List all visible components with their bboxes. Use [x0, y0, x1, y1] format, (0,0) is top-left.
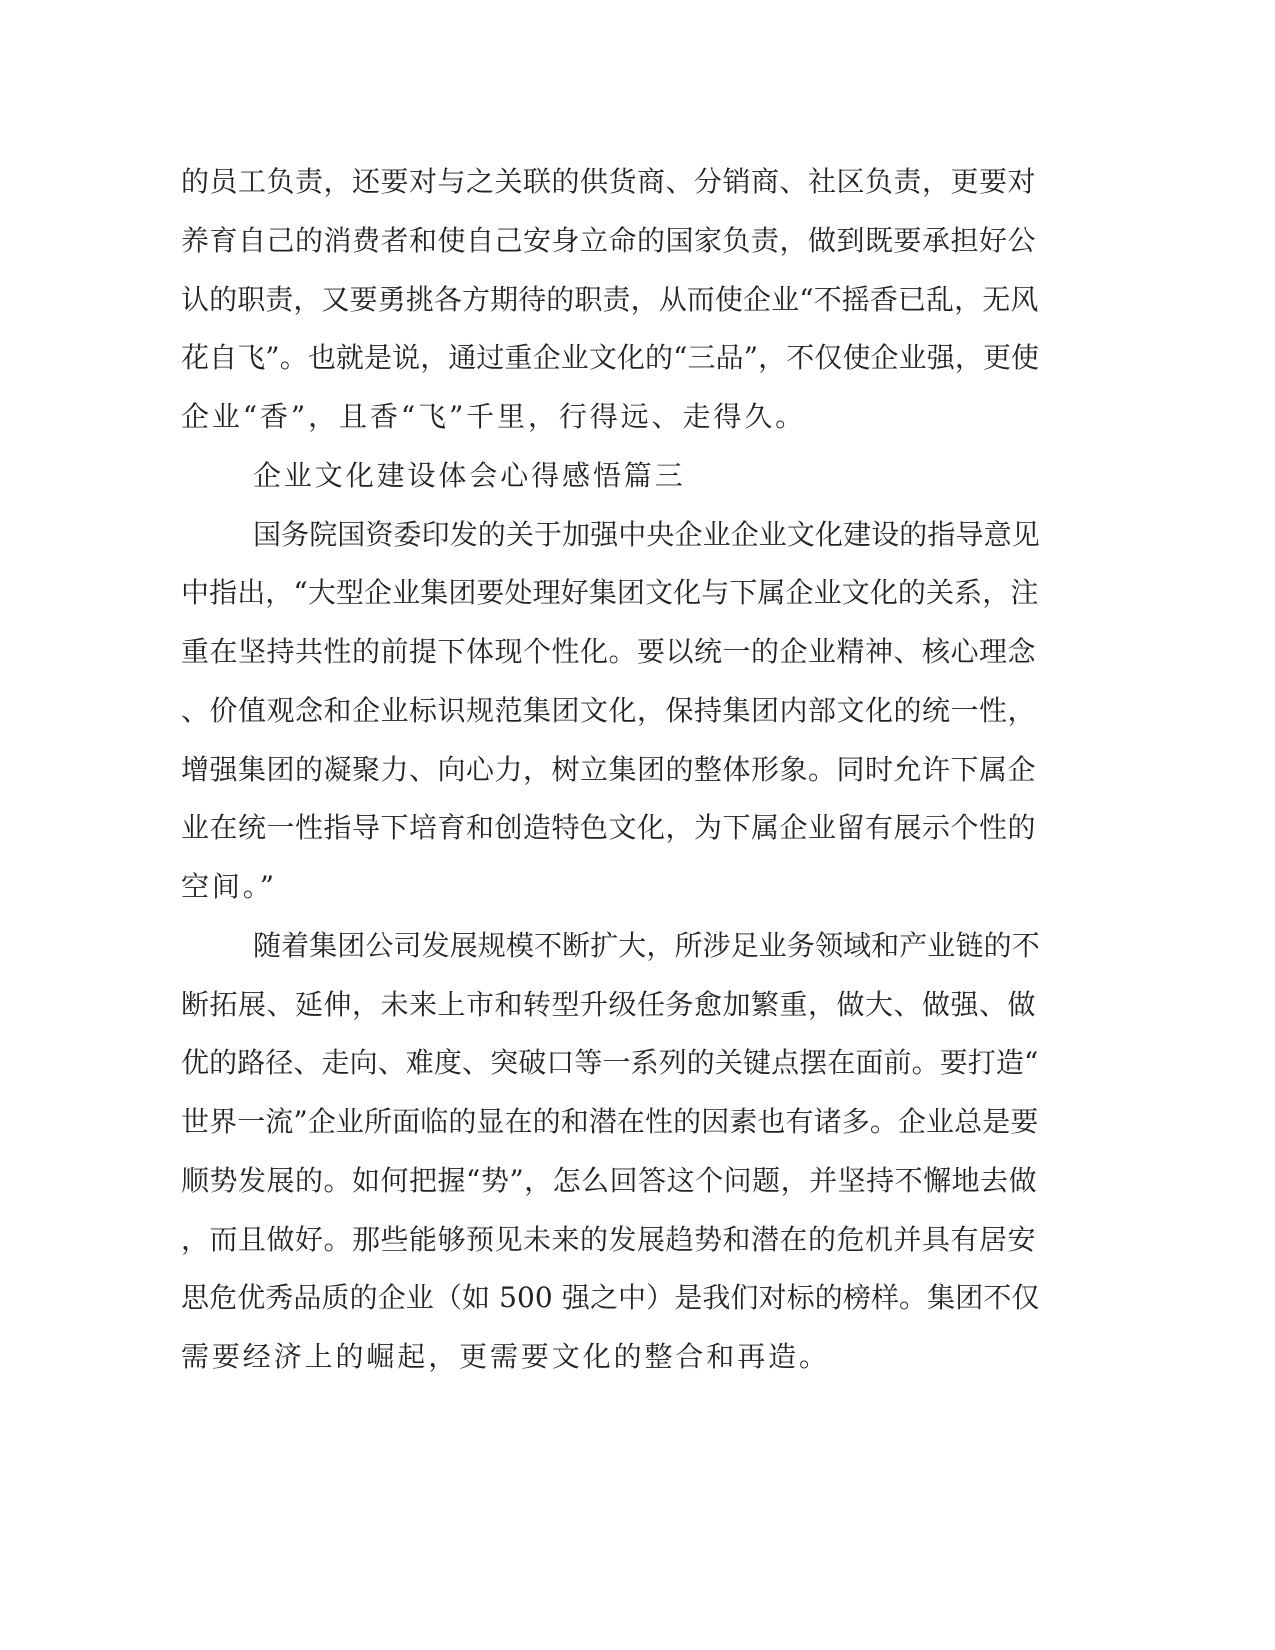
text-line: 的员工负责，还要对与之关联的供货商、分销商、社区负责，更要对 [181, 165, 1037, 198]
text-line: 随着集团公司发展规模不断扩大，所涉足业务领域和产业链的不 [253, 929, 1040, 962]
text-line: 思危优秀品质的企业（如 500 强之中）是我们对标的榜样。集团不仅 [181, 1281, 1040, 1314]
section-heading: 企业文化建设体会心得感悟篇三 [253, 459, 686, 492]
text-line: 、价值观念和企业标识规范集团文化，保持集团内部文化的统一性， [181, 694, 1037, 727]
text-line: 增强集团的凝聚力、向心力，树立集团的整体形象。同时允许下属企 [181, 753, 1037, 786]
text-line: 世界一流”企业所面临的显在的和潜在性的因素也有诸多。企业总是要 [181, 1105, 1039, 1138]
text-line: 养育自己的消费者和使自己安身立命的国家负责，做到既要承担好公 [181, 224, 1037, 257]
text-line: 空间。” [181, 870, 277, 903]
text-line: 企业“香”，且香“飞”千里，行得远、走得久。 [181, 400, 807, 433]
text-line: 中指出，“大型企业集团要处理好集团文化与下属企业文化的关系，注 [181, 576, 1039, 609]
text-line: 认的职责，又要勇挑各方期待的职责，从而使企业“不摇香已乱，无风 [181, 283, 1039, 316]
text-line: 断拓展、延伸，未来上市和转型升级任务愈加繁重，做大、做强、做 [181, 988, 1037, 1021]
text-line: 需要经济上的崛起，更需要文化的整合和再造。 [181, 1340, 830, 1373]
text-line: 顺势发展的。如何把握“势”，怎么回答这个问题，并坚持不懈地去做 [181, 1164, 1038, 1197]
text-line: 业在统一性指导下培育和创造特色文化，为下属企业留有展示个性的 [181, 811, 1037, 844]
text-line: 国务院国资委印发的关于加强中央企业企业文化建设的指导意见 [253, 518, 1040, 551]
text-line: 优的路径、走向、难度、突破口等一系列的关键点摆在面前。要打造“ [181, 1046, 1039, 1079]
text-line: 花自飞”。也就是说，通过重企业文化的“三品”，不仅使企业强，更使 [181, 341, 1040, 374]
text-line: 重在坚持共性的前提下体现个性化。要以统一的企业精神、核心理念 [181, 635, 1037, 668]
text-line: ，而且做好。那些能够预见未来的发展趋势和潜在的危机并具有居安 [181, 1223, 1037, 1256]
